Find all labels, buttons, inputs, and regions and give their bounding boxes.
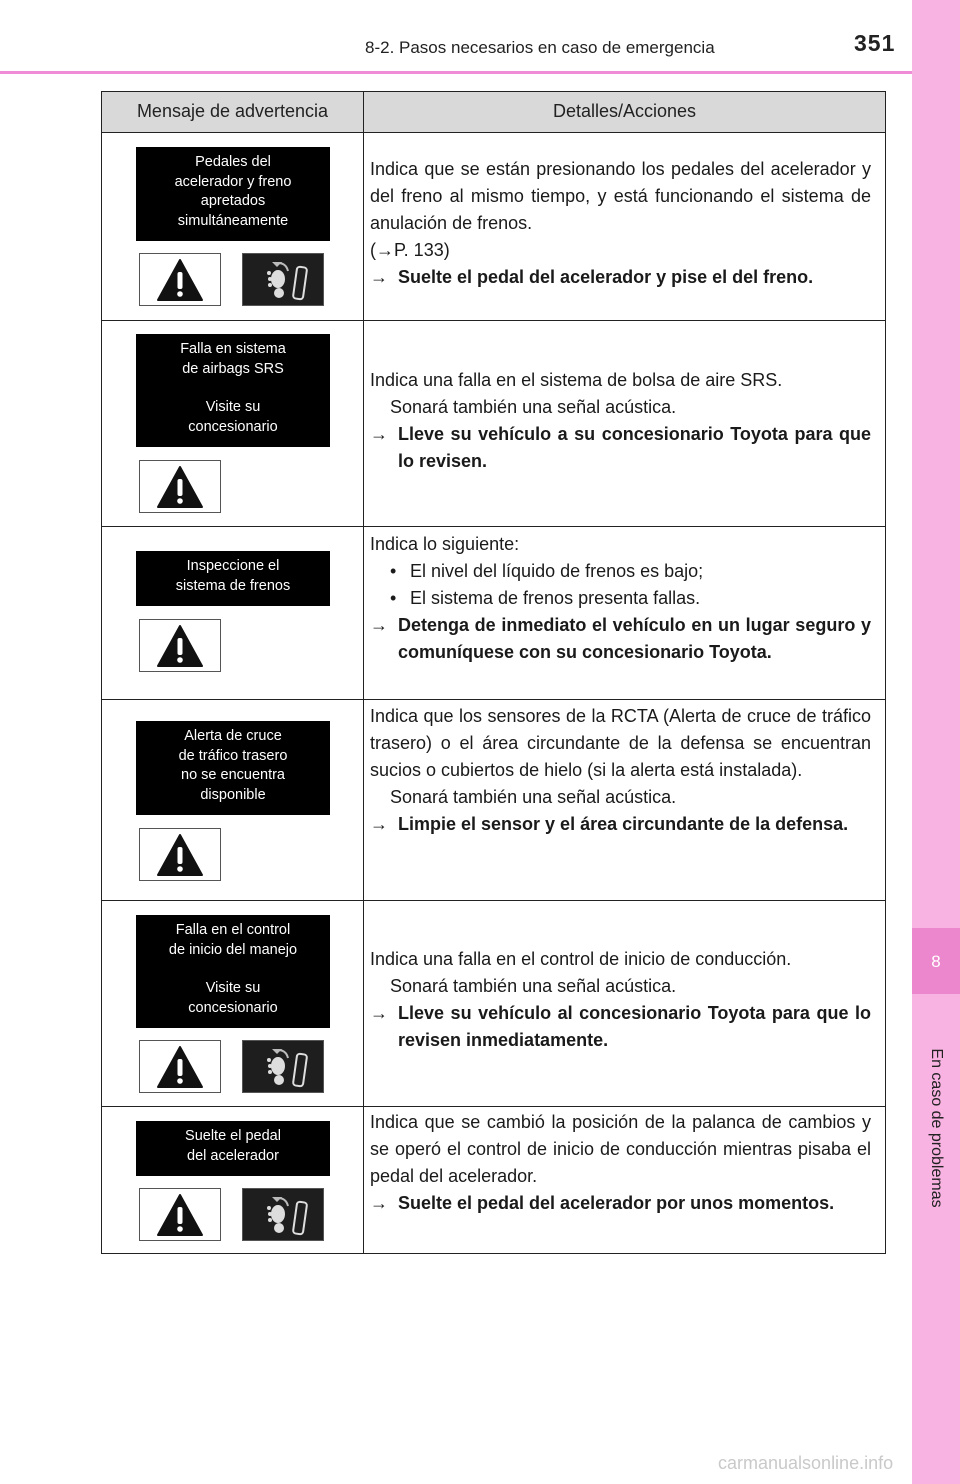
warning-message-pedals: Pedales del acelerador y freno apretados simultáneamente: [136, 147, 330, 241]
warning-triangle-icon: [139, 1040, 221, 1093]
column-divider: [363, 92, 364, 1253]
section-title: 8-2. Pasos necesarios en caso de emergencia: [365, 38, 715, 57]
row-details: Indica una falla en el sistema de bolsa de aire SRS. Sonará también una señal acústica. → Lleve su vehículo a su concesionario Toyota para que lo revisen.: [370, 367, 871, 475]
row-divider: [102, 320, 885, 321]
row-divider: [102, 1106, 885, 1107]
header-rule: [0, 71, 912, 74]
warning-triangle-icon: [139, 828, 221, 881]
row-details: Indica que los sensores de la RCTA (Alerta de cruce de tráfico trasero) o el área circundante de la defensa se encuentran sucios o cubiertos de hielo (si la alerta está instalada). Sonará también una señal acústica. → Limpie el sensor y el área circundante de la defensa.: [370, 703, 871, 838]
action-text: → Suelte el pedal del acelerador y pise el del freno.: [370, 267, 814, 287]
action-text: → Suelte el pedal del acelerador por unos momentos.: [370, 1193, 835, 1213]
side-tab: [912, 0, 960, 1484]
row-divider: [102, 699, 885, 700]
page-number: 351: [854, 30, 896, 56]
column-header-message: Mensaje de advertencia: [136, 101, 329, 121]
warning-message-rcta: Alerta de cruce de tráfico trasero no se encuentra disponible: [136, 721, 330, 815]
action-text: → Detenga de inmediato el vehículo en un lugar seguro y comuníquese con su concesionario Toyota.: [370, 615, 871, 662]
pedal-icon: [242, 253, 324, 306]
pedal-icon: [242, 1188, 324, 1241]
warning-message-brakes: Inspeccione el sistema de frenos: [136, 551, 330, 606]
row-divider: [102, 900, 885, 901]
row-details: Indica que se están presionando los pedales del acelerador y del freno al mismo tiempo, y está funcionando el sistema de anulación de frenos. (→P. 133) → Suelte el pedal del acelerador y pise el del freno.: [370, 156, 871, 291]
action-text: → Limpie el sensor y el área circundante de la defensa.: [370, 814, 849, 834]
action-text: → Lleve su vehículo al concesionario Toyota para que lo revisen inmediatamente.: [370, 1003, 871, 1050]
row-details: Indica una falla en el control de inicio de conducción. Sonará también una señal acústica. → Lleve su vehículo al concesionario Toyota para que lo revisen inmediatamente.: [370, 946, 871, 1054]
pedal-icon: [242, 1040, 324, 1093]
warning-triangle-icon: [139, 1188, 221, 1241]
warning-message-release-pedal: Suelte el pedal del acelerador: [136, 1121, 330, 1176]
warning-triangle-icon: [139, 619, 221, 672]
warning-triangle-icon: [139, 460, 221, 513]
row-details: Indica lo siguiente: • El nivel del líquido de frenos es bajo; • El sistema de frenos presenta fallas. → Detenga de inmediato el vehículo en un lugar seguro y comuníquese con su concesionario Toyota.: [370, 531, 871, 666]
column-header-details: Detalles/Acciones: [552, 101, 697, 121]
table-header: [102, 92, 885, 133]
side-tab-number: 8: [931, 952, 941, 971]
watermark: carmanualsonline.info: [718, 1453, 894, 1473]
row-divider: [102, 526, 885, 527]
action-text: → Lleve su vehículo a su concesionario Toyota para que lo revisen.: [370, 424, 871, 471]
side-tab-label: En caso de problemas: [928, 1048, 945, 1208]
warning-message-drive-start: Falla en el control de inicio del manejo Visite su concesionario: [136, 915, 330, 1028]
warning-triangle-icon: [139, 253, 221, 306]
warning-message-airbag: Falla en sistema de airbags SRS Visite su concesionario: [136, 334, 330, 447]
row-details: Indica que se cambió la posición de la palanca de cambios y se operó el control de inicio de conducción mientras pisaba el pedal del acelerador. → Suelte el pedal del acelerador por unos momentos.: [370, 1109, 871, 1217]
